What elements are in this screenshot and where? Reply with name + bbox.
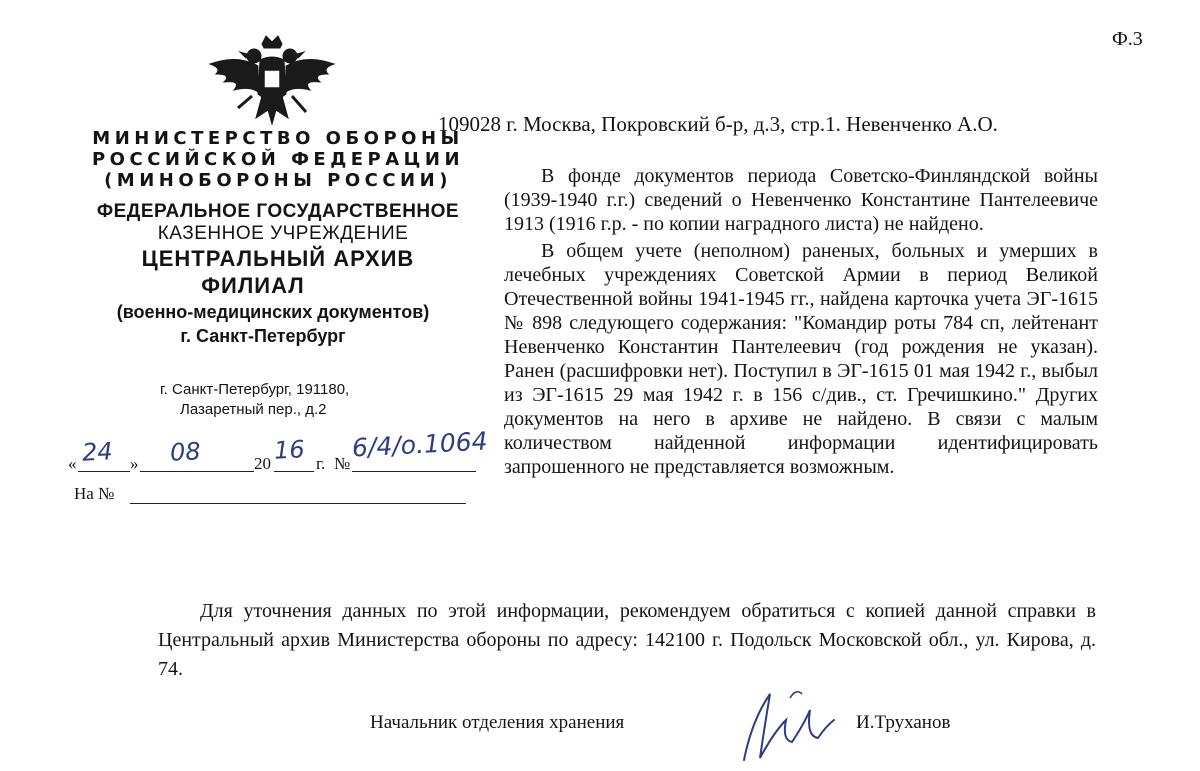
paragraph-1: В фонде документов периода Советско-Финляндской войны (1939-1940 г.г.) сведений о Невенченко Константине Пантелеевиче 1913 (1916 г.р. - по копии наградного листа) не найдено. <box>504 165 1098 235</box>
letter-body <box>504 164 1098 482</box>
number-underline <box>352 470 476 472</box>
institution-line-6: г. Санкт-Петербург <box>180 326 346 346</box>
ministry-line-1: МИНИСТЕРСТВО ОБОРОНЫ <box>92 128 464 149</box>
ministry-header <box>60 128 496 348</box>
signatory-name: И.Труханов <box>856 712 951 733</box>
year-prefix: 20 <box>254 454 271 473</box>
date-number-line <box>68 426 489 476</box>
institution-line-3: ЦЕНТРАЛЬНЫЙ АРХИВ <box>141 246 415 271</box>
handwritten-day: 24 <box>81 437 114 467</box>
reference-number-line <box>74 480 474 508</box>
handwritten-year: 16 <box>273 435 306 465</box>
open-quote: « <box>68 454 77 473</box>
paragraph-3: Для уточнения данных по этой информации, рекомендуем обратиться с копией данной справки в Центральный архив Министерства обороны по адресу: 142100 г. Подольск Московской обл., ул. Кирова, д. 74. <box>158 600 1096 680</box>
address-line-2: Лазаретный пер., д.2 <box>180 401 327 418</box>
signatory-title: Начальник отделения хранения <box>370 712 625 733</box>
close-quote: » <box>130 454 139 473</box>
institution-line-5: (военно-медицинских документов) <box>116 302 430 322</box>
ministry-line-2: РОССИЙСКОЙ ФЕДЕРАЦИИ <box>91 149 465 170</box>
recipient-address: 109028 г. Москва, Покровский б-р, д.3, стр.1. Невенченко А.О. <box>438 112 998 136</box>
paragraph-2: В общем учете (неполном) раненых, больных и умерших в лечебных учреждениях Советской Армии в период Великой Отечественной войны 1941-1945 гг., найдена карточка учета ЭГ-1615 № 898 следующего содержания: "Командир роты 784 сп, лейтенант Невенченко Константин Пантелеевич (год рождения не указан). Ранен (расшифровки нет). Поступил в ЭГ-1615 01 мая 1942 г., выбыл из ЭГ-1615 29 мая 1942 г. в 156 с/див., ст. Гречишкино." Других документов на него в архиве не найдено. В связи с малым количеством найденной информации идентифицировать запрошенного не представляется возможным. <box>504 240 1098 478</box>
reference-label: На № <box>74 484 115 503</box>
institution-line-4: ФИЛИАЛ <box>201 273 305 298</box>
institution-address <box>160 380 400 420</box>
address-line-1: г. Санкт-Петербург, 191180, <box>160 381 350 398</box>
handwritten-signature-icon <box>730 680 850 770</box>
year-suffix: г. <box>316 454 326 473</box>
double-headed-eagle-emblem-icon <box>198 34 346 140</box>
month-underline <box>140 470 254 472</box>
institution-line-2: КАЗЕННОЕ УЧРЕЖДЕНИЕ <box>157 223 409 244</box>
year-underline <box>274 470 314 472</box>
handwritten-number: 6/4/о.1064 <box>351 426 489 463</box>
reference-underline <box>130 502 466 504</box>
form-code: Ф.3 <box>1112 28 1143 50</box>
institution-line-1: ФЕДЕРАЛЬНОЕ ГОСУДАРСТВЕННОЕ <box>96 201 460 222</box>
handwritten-month: 08 <box>169 437 202 467</box>
day-underline <box>78 470 130 472</box>
number-label: № <box>334 454 351 473</box>
ministry-line-3: (МИНОБОРОНЫ РОССИИ) <box>104 170 452 191</box>
